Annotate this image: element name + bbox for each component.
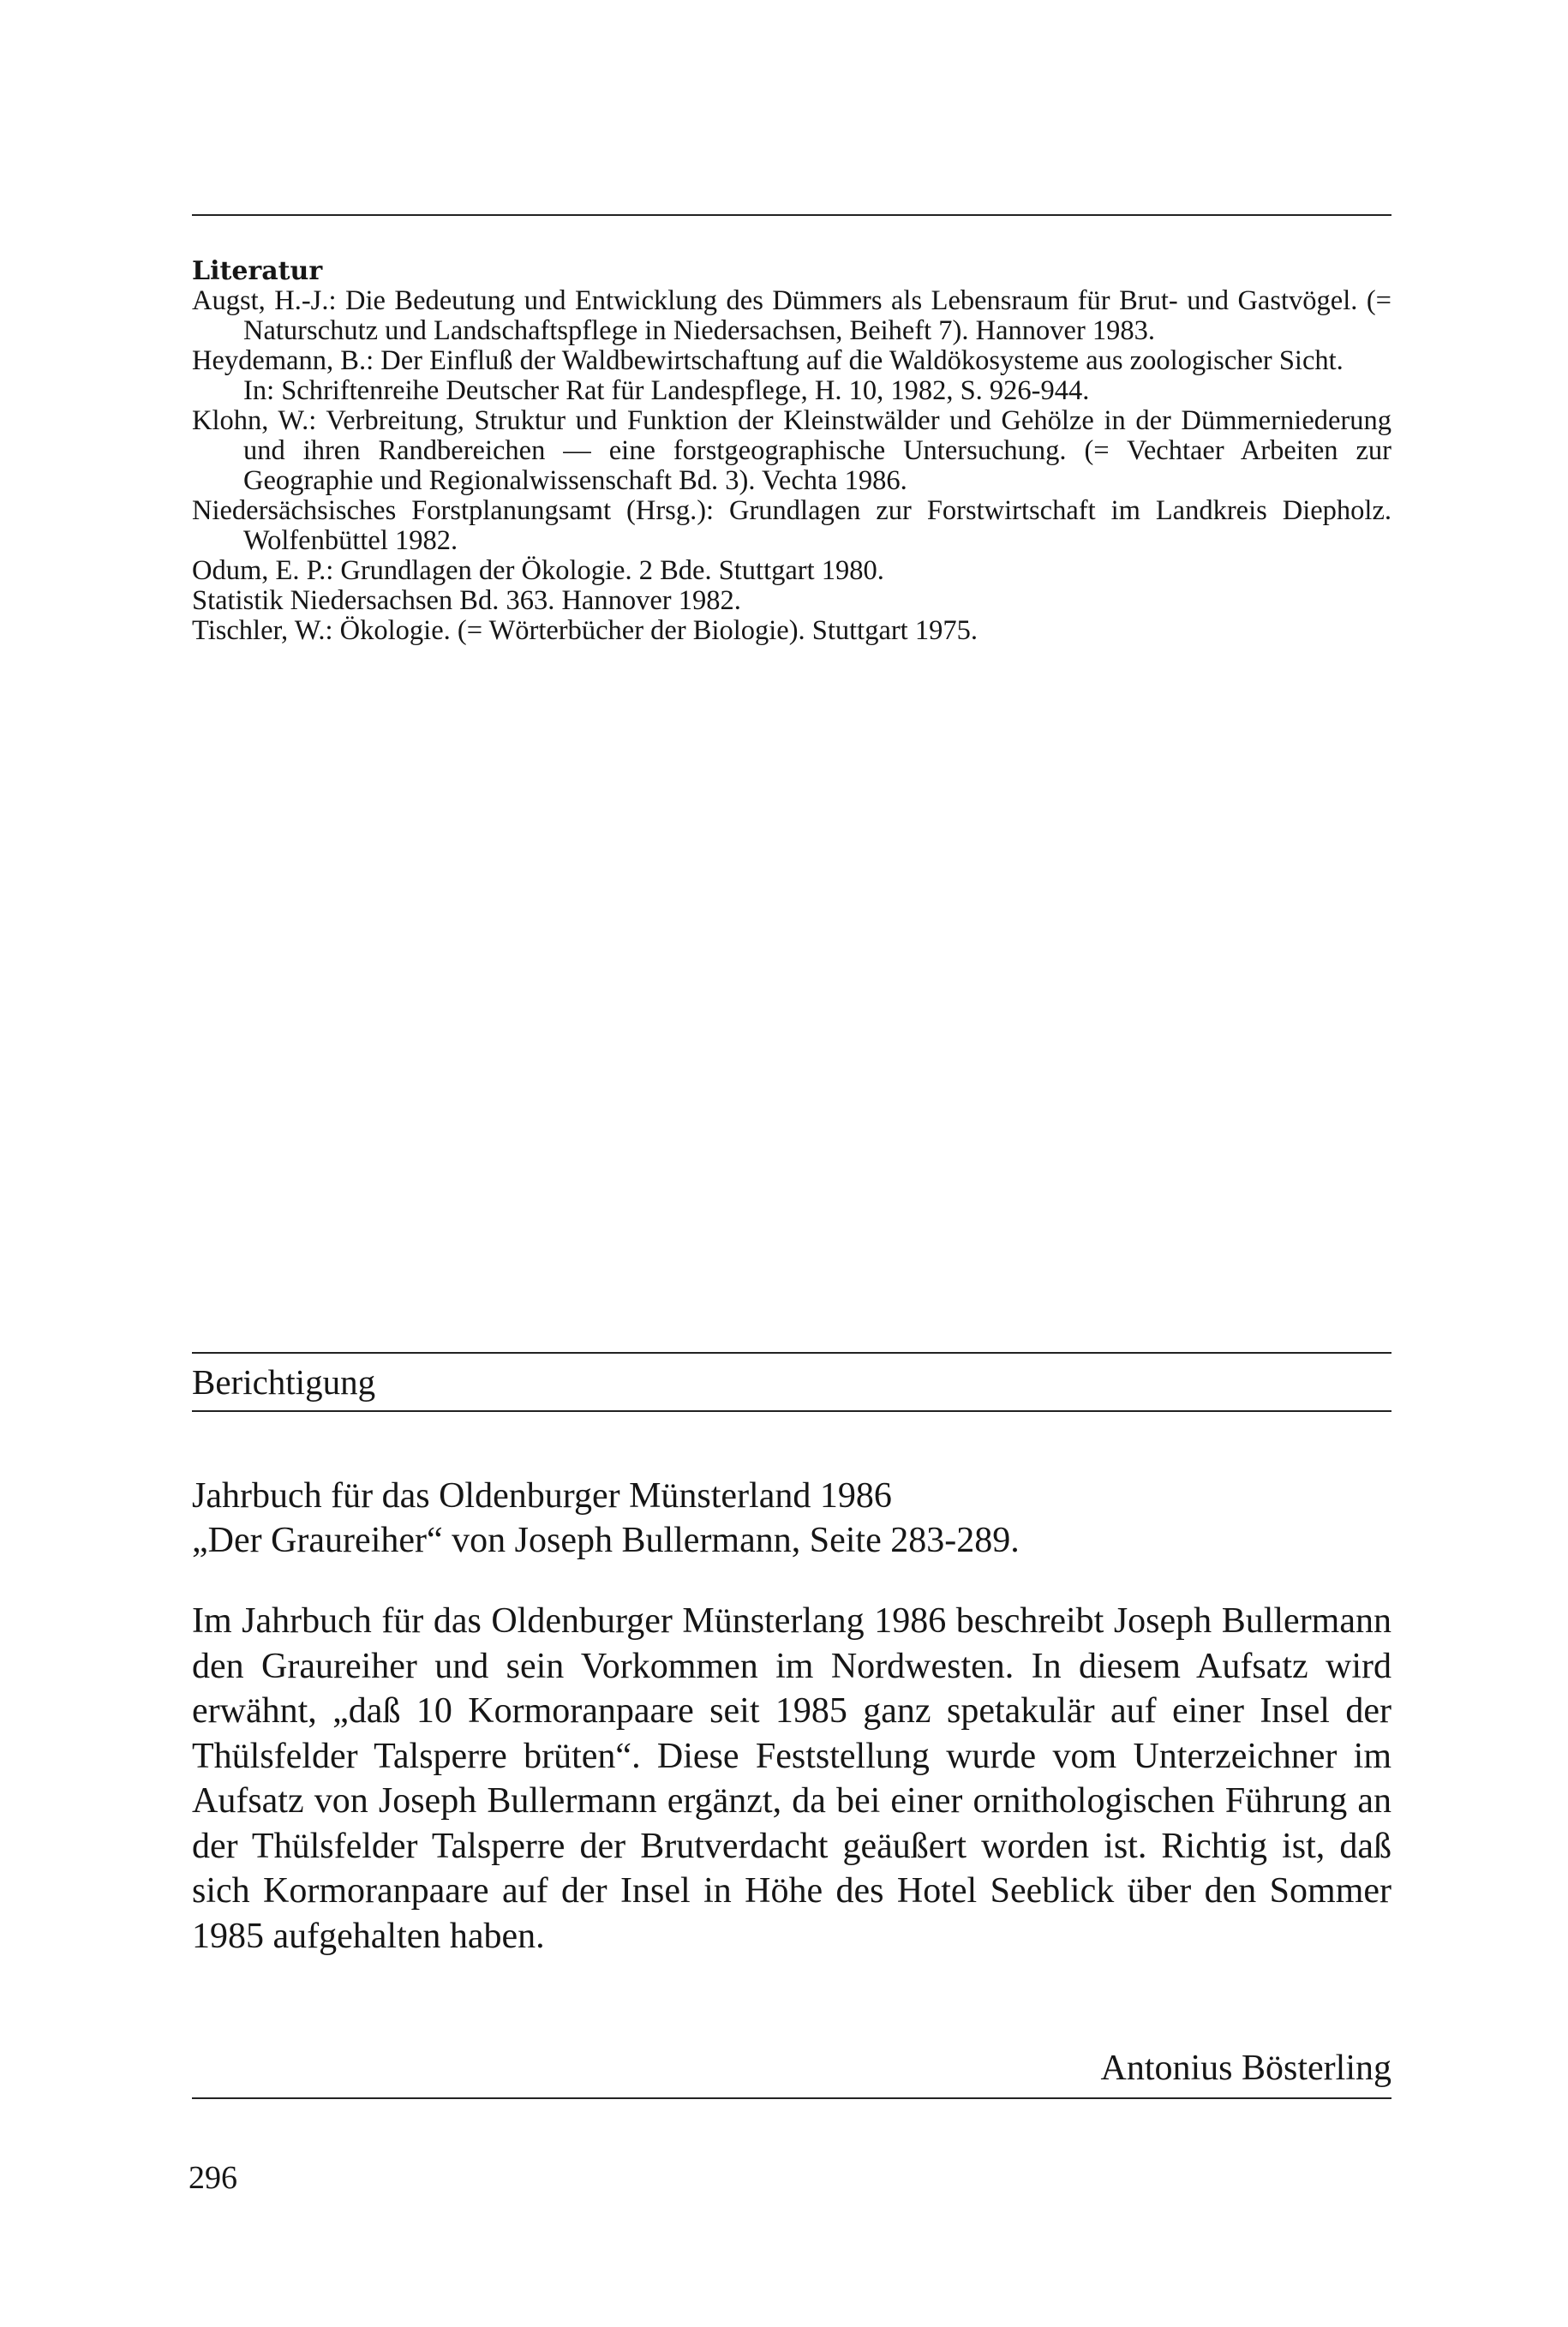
bottom-rule: [192, 2097, 1391, 2099]
reference-text: Statistik Niedersachsen Bd. 363. Hannover 1982.: [192, 585, 741, 616]
literature-heading: Literatur: [192, 256, 323, 286]
section-top-rule: [192, 1352, 1391, 1354]
author-signature: Antonius Bösterling: [1100, 2049, 1391, 2088]
reference-item: [192, 286, 1391, 346]
reference-text: aus zoologischer Sicht.: [1086, 345, 1344, 376]
top-rule: [192, 214, 1391, 216]
reference-continuation: In: Schriftenreihe Deutscher Rat für Landespflege, H. 10, 1982, S. 926-944.: [243, 375, 1090, 406]
reference-text: Niedersächsisches Forstplanungsamt (Hrsg.): Grundlagen zur Forstwirtschaft im: [192, 495, 1140, 526]
reference-item: [192, 496, 1391, 556]
reference-item: [192, 616, 1391, 646]
subtitle-line: Jahrbuch für das Oldenburger Münsterland 1986: [192, 1476, 892, 1516]
page-number: 296: [189, 2160, 237, 2196]
reference-text: Odum, E. P.: Grundlagen der Ökologie. 2 Bde. Stuttgart 1980.: [192, 555, 884, 586]
reference-text: Augst, H.-J.: Die Bedeutung und Entwicklung des Dümmers als Lebensraum für: [192, 285, 1110, 316]
correction-body: Im Jahrbuch für das Oldenburger Münsterlang 1986 beschreibt Joseph Bullermann den Graureiher und sein Vorkommen im Nordwesten. In diesem Aufsatz wird erwähnt, „daß 10 Kormoranpaare seit 1985 ganz spetakulär auf einer Insel der Thülsfelder Talsperre brüten“. Diese Feststellung wurde vom Unterzeichner im Aufsatz von Joseph Bullermann ergänzt, da bei einer ornithologischen Führung an der Thülsfelder Talsperre der Brutverdacht geäußert worden ist. Richtig ist, daß sich Kormoranpaare auf der Insel in Höhe des Hotel Seeblick über den Sommer 1985 aufgehalten haben.: [192, 1601, 1391, 1956]
reference-text: der Dümmerniederung und ihren Randbereichen — eine forstgeographische Untersuchung. (= Vechtaer Arbeiten zur Geographie und Regionalwissenschaft Bd. 3). Vechta 1986.: [243, 405, 1391, 496]
reference-text: Landkreis Diepholz. Wolfenbüttel 1982.: [243, 495, 1391, 556]
correction-subtitle: [192, 1474, 1391, 1563]
reference-item: [192, 556, 1391, 586]
section-heading: Berichtigung: [192, 1362, 376, 1402]
reference-text: Tischler, W.: Ökologie. (= Wörterbücher der Biologie). Stuttgart 1975.: [192, 615, 978, 646]
reference-text: Brut- und Gastvögel. (= Naturschutz und Landschaftspflege in Niedersachsen, Beiheft 7). Hannover 1983.: [243, 285, 1392, 346]
reference-item: [192, 586, 1391, 616]
reference-text: Heydemann, B.: Der Einfluß der Waldbewirtschaftung auf die Waldökosysteme: [192, 345, 1080, 376]
subtitle-line: „Der Graureiher“ von Joseph Bullermann, Seite 283-289.: [192, 1521, 1020, 1560]
reference-list: [192, 286, 1391, 646]
reference-item: [192, 406, 1391, 496]
reference-text: Klohn, W.: Verbreitung, Struktur und Funktion der Kleinstwälder und Gehölze in: [192, 405, 1126, 436]
section-bottom-rule: [192, 1410, 1391, 1412]
reference-item: [192, 346, 1391, 406]
